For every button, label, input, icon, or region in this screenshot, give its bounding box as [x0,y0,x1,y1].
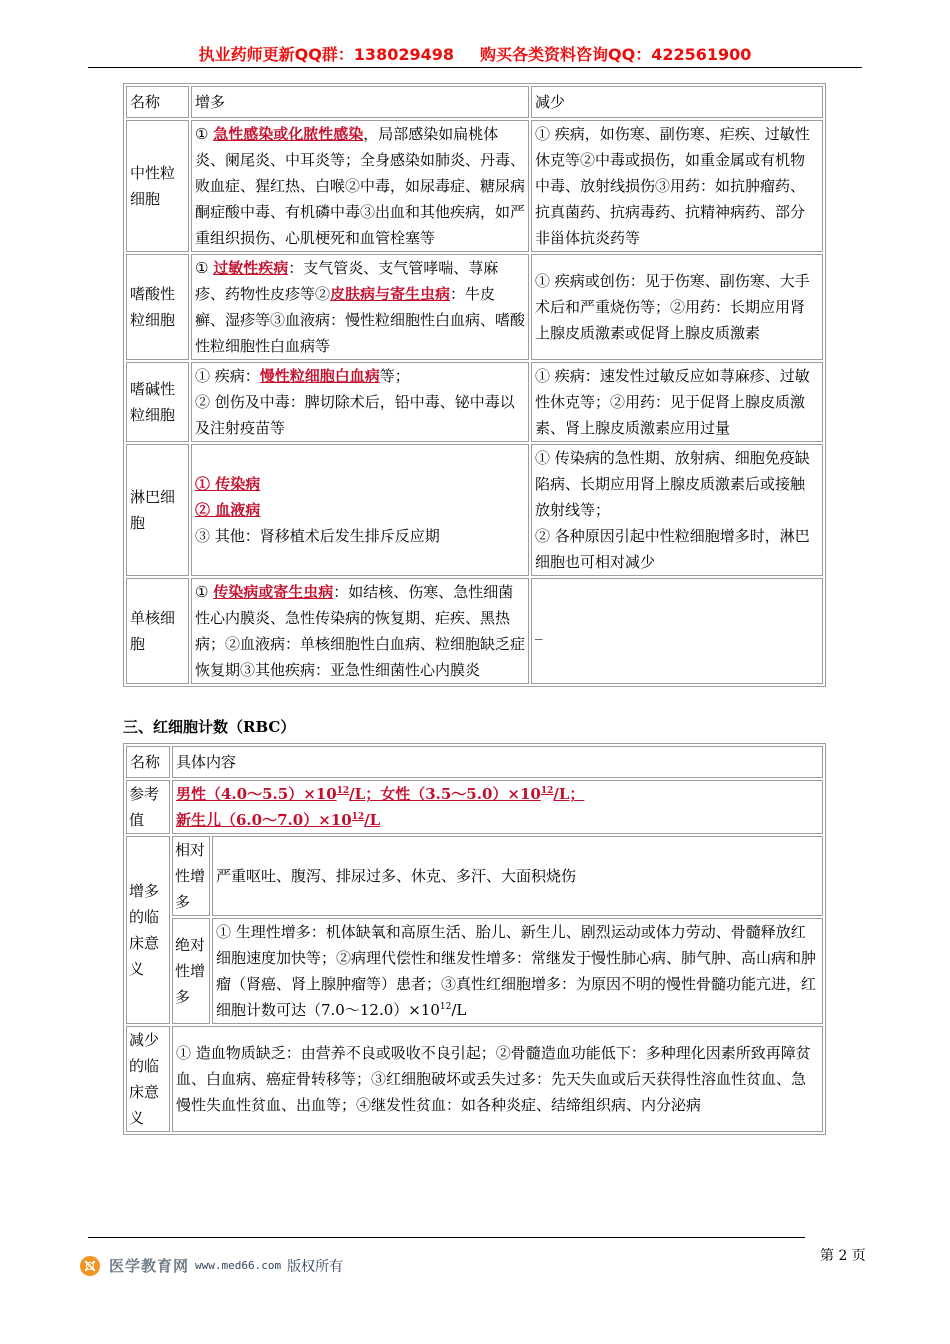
cell-name: 嗜酸性粒细胞 [126,254,189,360]
column-header-name: 名称 [126,86,189,118]
section-title-rbc: 三、红细胞计数（RBC） [123,718,296,736]
table-row-increase-absolute [126,918,823,1024]
cell-paragraph [195,389,525,441]
cell-increase [191,120,529,252]
table-row-decrease [126,1026,823,1132]
cell-name: 参考值 [126,780,170,834]
cell-paragraph [195,121,525,251]
cell-paragraph [535,618,819,644]
table-row-neutrophil [126,120,823,252]
cell-paragraph [195,255,525,359]
cell-text: ① 疾病：速发性过敏反应如荨麻疹、过敏性休克等；②用药：见于促肾上腺皮质激素、肾上腺皮质激素应用过量 [535,367,810,437]
reference-value [172,780,823,834]
absolute-increase-content [212,918,823,1024]
cell-paragraph [195,523,525,549]
sub-label-relative: 相对性增多 [172,836,210,916]
table-row-reference-value [126,780,823,834]
cell-paragraph [195,497,525,523]
main-content [123,83,826,1135]
cell-paragraph [176,781,819,807]
logo-core [86,1262,94,1270]
cell-paragraph [535,445,819,523]
header-purchase-qq: 购买各类资料咨询QQ：422561900 [480,45,752,64]
superscript-exponent: 12 [540,786,554,796]
table-row-lymphocyte [126,444,823,576]
highlighted-term: /L [364,811,381,829]
cell-text: ① 造血物质缺乏：由营养不良或吸收不良引起；②骨髓造血功能低下：多种理化因素所致再障贫血、白血病、癌症骨转移等；③红细胞破坏或丢失过多：先天失血或后天获得性溶血性贫血、急慢性失血性贫血、出血等；④继发性贫血：如各种炎症、结缔组织病、内分泌病 [176,1044,811,1114]
cell-text: 严重呕吐、腹泻、排尿过多、休克、多汗、大面积烧伤 [216,867,577,885]
cell-text: ① [195,583,214,601]
cell-paragraph [535,121,819,251]
cell-text: _ [535,622,543,640]
highlighted-term: 过敏性疾病 [213,259,289,277]
footer-url: www.med66.com [195,1259,282,1272]
cell-name: 嗜碱性粒细胞 [126,362,189,442]
cell-paragraph [535,363,819,441]
cell-text: ① 生理性增多：机体缺氧和高原生活、胎儿、新生儿、剧烈运动或体力劳动、骨髓释放红细胞速度加快等；②病理代偿性和继发性增多：常继发于慢性肺心病、肺气肿、高山病和肿瘤（肾癌、肾上腺肿瘤等）患者；③真性红细胞增多：为原因不明的慢性骨髓功能亢进，红细胞计数可达（7.0～12.0）×10 [216,923,817,1019]
cell-paragraph [176,807,819,833]
table-header-row [126,746,823,778]
highlighted-term: /L；女性（3.5～5.0）×10 [349,785,541,803]
footer-copyright: 版权所有 [287,1258,344,1275]
cell-text: ③ 其他：肾移植术后发生排斥反应期 [195,527,440,545]
table-header-row [126,86,823,118]
cell-text: ，局部感染如扁桃体炎、阑尾炎、中耳炎等；全身感染如肺炎、丹毒、败血症、猩红热、白喉②中毒，如尿毒症、糖尿病酮症酸中毒、有机磷中毒③出血和其他疾病，如严重组织损伤、心肌梗死和血管栓塞等 [195,125,526,247]
cell-decrease [531,444,823,576]
column-header-decrease: 减少 [531,86,823,118]
cell-increase [191,578,529,684]
cell-paragraph [535,523,819,575]
cell-text: ① 疾病： [195,367,260,385]
cell-text: ：牛皮癣、湿疹等③血液病：慢性粒细胞性白血病、嗜酸性粒细胞性白血病等 [195,285,526,355]
cell-name: 增多的临床意义 [126,836,170,1024]
cell-text: ① 疾病或创伤：见于伤寒、副伤寒、大手术后和严重烧伤等；②用药：长期应用肾上腺皮质激素或促肾上腺皮质激素 [535,272,810,342]
header-banner [0,45,950,65]
cell-paragraph [195,579,525,683]
cell-text: ① 传染病的急性期、放射病、细胞免疫缺陷病、长期应用肾上腺皮质激素后或接触放射线等； [535,449,810,519]
page-number: 第 2 页 [820,1248,866,1264]
cell-name: 减少的临床意义 [126,1026,170,1132]
highlighted-term: ② 血液病 [195,501,261,519]
cell-decrease [531,362,823,442]
highlighted-term: 传染病或寄生虫病 [213,583,334,601]
cell-text: ：如结核、伤寒、急性细菌性心内膜炎、急性传染病的恢复期、疟疾、黑热病；②血液病：单核细胞性白血病、粒细胞缺乏症恢复期③其他疾病：亚急性细菌性心内膜炎 [195,583,526,679]
cell-increase [191,362,529,442]
column-header-content: 具体内容 [172,746,823,778]
table-row-monocyte [126,578,823,684]
cell-increase [191,444,529,576]
cell-decrease [531,578,823,684]
cell-decrease [531,120,823,252]
cell-paragraph [195,471,525,497]
superscript-exponent: 12 [439,1002,452,1012]
footer-brand: 医学教育网 [109,1257,190,1275]
table-row-increase-relative [126,836,823,916]
med66-logo-icon [80,1256,100,1276]
highlighted-term: 新生儿（6.0～7.0）×10 [176,811,352,829]
cell-text: ② 创伤及中毒：脾切除术后，铅中毒、铋中毒以及注射疫苗等 [195,393,515,437]
table-row-basophil [126,362,823,442]
wbc-differential-table [123,83,826,687]
cell-name: 淋巴细胞 [126,444,189,576]
header-divider [88,67,862,68]
cell-text: /L [451,1001,467,1019]
cell-text: ② 各种原因引起中性粒细胞增多时，淋巴细胞也可相对减少 [535,527,810,571]
cell-text: ：支气管炎、支气管哮喘、荨麻疹、药物性皮疹等② [195,259,499,303]
cell-paragraph [195,363,525,389]
superscript-exponent: 12 [351,812,365,822]
header-qq-group: 执业药师更新QQ群：138029498 [198,45,454,64]
cell-text: ① 疾病，如伤寒、副伤寒、疟疾、过敏性休克等②中毒或损伤，如重金属或有机物中毒、放射线损伤③用药：如抗肿瘤药、抗真菌药、抗病毒药、抗精神病药、部分非甾体抗炎药等 [535,125,810,247]
cell-increase [191,254,529,360]
superscript-exponent: 12 [336,786,350,796]
rbc-count-table [123,743,826,1135]
cell-paragraph [216,919,819,1023]
highlighted-term: ① 传染病 [195,475,261,493]
cell-name: 单核细胞 [126,578,189,684]
cell-paragraph [535,268,819,346]
highlighted-term: 慢性粒细胞白血病 [259,367,380,385]
decrease-content [172,1026,823,1132]
column-header-increase: 增多 [191,86,529,118]
highlighted-term: 皮肤病与寄生虫病 [330,285,451,303]
cell-text: ① [195,259,214,277]
cell-decrease [531,254,823,360]
footer-logo [80,1255,343,1276]
footer-divider [88,1237,805,1238]
cell-paragraph [176,1040,819,1118]
highlighted-term: /L； [553,785,585,803]
cell-text: 等； [379,367,410,385]
relative-increase-content [212,836,823,916]
cell-paragraph [216,863,819,889]
table-row-eosinophil [126,254,823,360]
highlighted-term: 急性感染或化脓性感染 [213,125,364,143]
cell-text: ① [195,125,214,143]
column-header-name: 名称 [126,746,170,778]
sub-label-absolute: 绝对性增多 [172,918,210,1024]
highlighted-term: 男性（4.0～5.5）×10 [176,785,337,803]
cell-name: 中性粒细胞 [126,120,189,252]
